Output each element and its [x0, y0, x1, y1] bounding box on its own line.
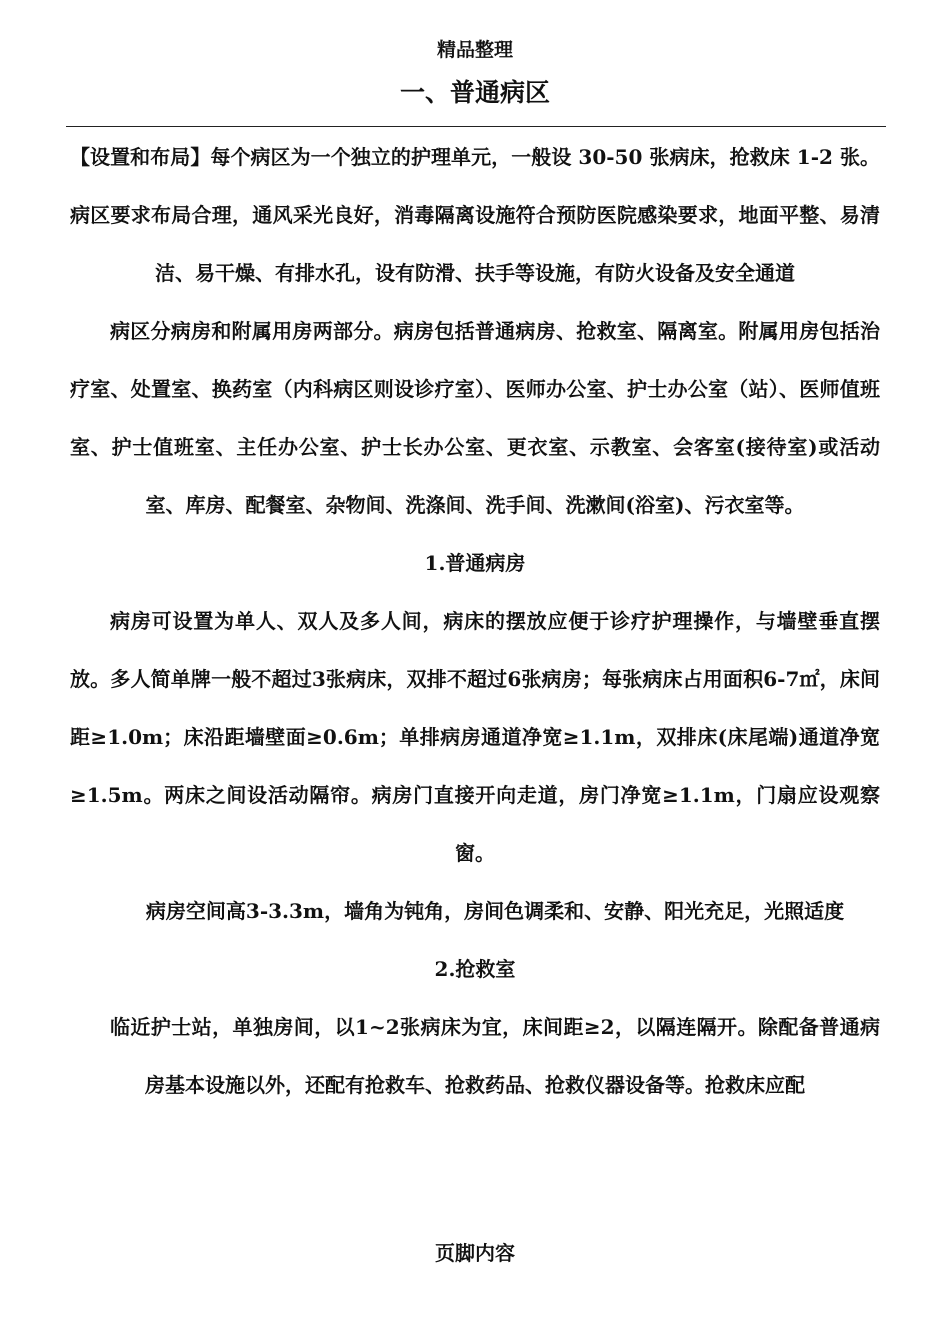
section-heading-general-ward: 1.普通病房: [424, 551, 526, 575]
paragraph-ward-composition: 病区分病房和附属用房两部分。病房包括普通病房、抢救室、隔离室。附属用房包括治疗室、处置室、换药室（内科病区则设诊疗室）、医师办公室、护士办公室（站）、医师值班室、护士值班室、主任办公室、护士长办公室、更衣室、示教室、会客室(接待室)或活动室、库房、配餐室、杂物间、洗涤间、洗手间、洗漱间(浴室)、污衣室等。: [70, 319, 880, 517]
paragraph-setup-layout: 【设置和布局】每个病区为一个独立的护理单元，一般设 30-50 张病床，抢救床 1-2 张。病区要求布局合理，通风采光良好，消毒隔离设施符合预防医院感染要求，地面平整、易清洁、易干燥、有排水孔，设有防滑、扶手等设施，有防火设备及安全通道: [70, 145, 880, 285]
paragraph-rescue-room: 临近护士站，单独房间，以1~2张病床为宜，床间距≥2，以隔连隔开。除配备普通病房基本设施以外，还配有抢救车、抢救药品、抢救仪器设备等。抢救床应配: [110, 1015, 880, 1097]
title-divider: [66, 126, 886, 127]
section-heading-rescue-room: 2.抢救室: [434, 957, 516, 981]
document-title: 一、普通病区: [399, 78, 550, 107]
paragraph-ward-space: 病房空间高3-3.3m，墙角为钝角，房间色调柔和、安静、阳光充足，光照适度: [145, 899, 845, 923]
header-title: 精品整理: [436, 39, 513, 61]
page-footer: 页脚内容: [435, 1241, 515, 1265]
paragraph-ward-beds: 病房可设置为单人、双人及多人间，病床的摆放应便于诊疗护理操作，与墙壁垂直摆放。多人简单牌一般不超过3张病床，双排不超过6张病房；每张病床占用面积6-7㎡，床间距≥1.0m；床沿距墙壁面≥0.6m；单排病房通道净宽≥1.1m，双排床(床尾端)通道净宽≥1.5m。两床之间设活动隔帘。病房门直接开向走道，房门净宽≥1.1m，门扇应设观察窗。: [70, 609, 880, 865]
document-body: [70, 128, 880, 1114]
